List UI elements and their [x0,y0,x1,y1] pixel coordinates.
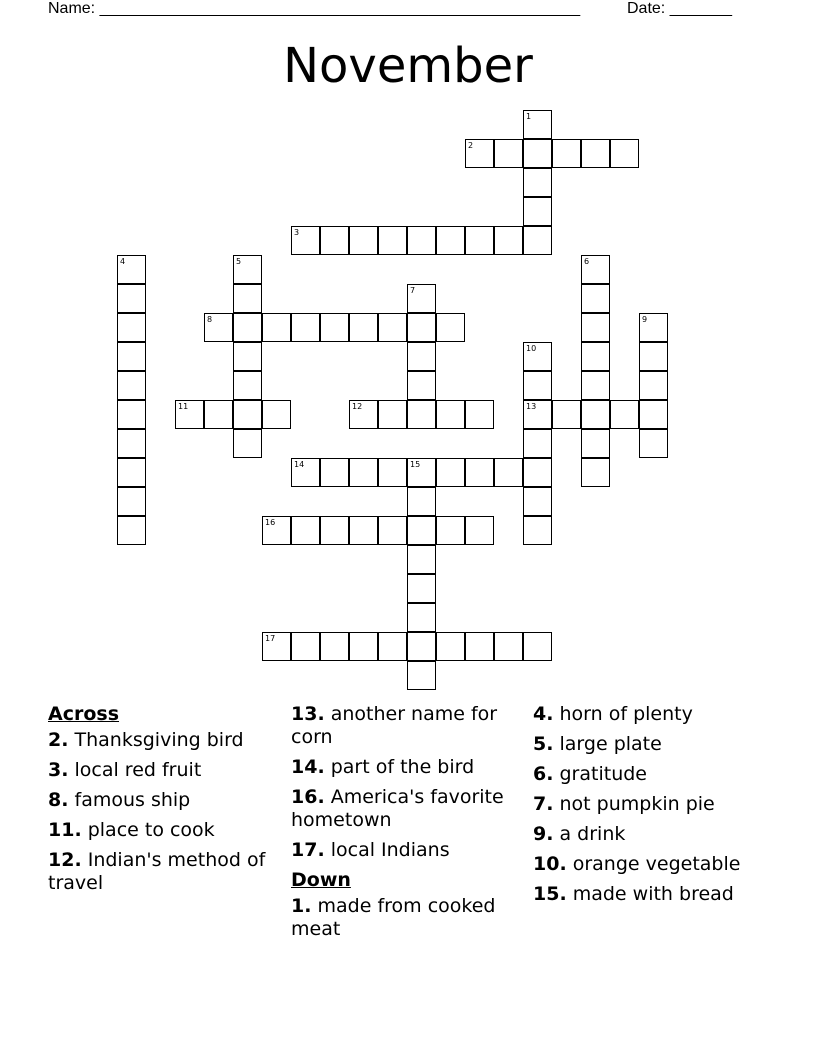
grid-cell[interactable] [378,400,407,429]
clues-column-1 [48,703,273,902]
grid-cell[interactable] [204,313,233,342]
grid-cell[interactable] [581,458,610,487]
cell-number: 3 [294,228,300,237]
across-clue-16 [291,786,516,832]
cell-number: 14 [294,460,305,469]
grid-cell[interactable] [581,139,610,168]
grid-cell[interactable] [320,313,349,342]
grid-cell[interactable] [117,284,146,313]
grid-cell[interactable] [407,226,436,255]
clue-text: large plate [559,733,662,755]
grid-cell[interactable] [262,400,291,429]
grid-cell[interactable] [436,458,465,487]
cell-number: 1 [526,112,532,121]
grid-cell[interactable] [407,313,436,342]
grid-cell[interactable] [523,342,552,371]
across-clue-14 [291,756,516,779]
grid-cell[interactable] [523,516,552,545]
cell-number: 6 [584,257,590,266]
clue-number: 8. [48,789,69,811]
grid-cell[interactable] [523,226,552,255]
date-field-label: Date: _______ [627,0,732,17]
grid-cell[interactable] [175,400,204,429]
cell-number: 9 [642,315,648,324]
grid-cell[interactable] [291,313,320,342]
grid-cell[interactable] [407,400,436,429]
clue-text: made with bread [572,883,734,905]
clue-text: local Indians [330,839,450,861]
clue-text: horn of plenty [559,703,693,725]
clue-number: 14. [291,756,325,778]
grid-cell[interactable] [494,632,523,661]
clue-number: 12. [48,849,82,871]
grid-cell[interactable] [639,429,668,458]
grid-cell[interactable] [407,603,436,632]
clue-text: America's favorite hometown [291,786,504,831]
grid-cell[interactable] [523,400,552,429]
grid-cell[interactable] [407,661,436,690]
down-clue-1 [291,895,516,941]
grid-cell[interactable] [349,632,378,661]
grid-cell[interactable] [523,168,552,197]
down-heading: Down [291,869,351,891]
clue-number: 10. [533,853,567,875]
grid-cell[interactable] [117,342,146,371]
across-clue-2 [48,729,273,752]
grid-cell[interactable] [552,400,581,429]
across-clue-17 [291,839,516,862]
down-clue-4 [533,703,758,726]
grid-cell[interactable] [291,458,320,487]
grid-cell[interactable] [233,371,262,400]
grid-cell[interactable] [262,632,291,661]
grid-cell[interactable] [233,255,262,284]
grid-cell[interactable] [117,458,146,487]
clue-number: 1. [291,895,312,917]
cell-number: 8 [207,315,213,324]
grid-cell[interactable] [523,139,552,168]
grid-cell[interactable] [581,429,610,458]
grid-cell[interactable] [523,110,552,139]
down-clue-6 [533,763,758,786]
clue-number: 6. [533,763,554,785]
grid-cell[interactable] [523,429,552,458]
grid-cell[interactable] [436,516,465,545]
down-clue-7 [533,793,758,816]
cell-number: 12 [352,402,363,411]
grid-cell[interactable] [320,226,349,255]
grid-cell[interactable] [378,516,407,545]
grid-cell[interactable] [639,400,668,429]
clue-text: a drink [559,823,626,845]
grid-cell[interactable] [204,400,233,429]
page-title: November [283,38,533,94]
grid-cell[interactable] [407,487,436,516]
clue-number: 16. [291,786,325,808]
grid-cell[interactable] [581,255,610,284]
grid-cell[interactable] [378,632,407,661]
grid-cell[interactable] [349,516,378,545]
across-clue-3 [48,759,273,782]
grid-cell[interactable] [349,400,378,429]
grid-cell[interactable] [349,226,378,255]
clues-column-2 [291,703,516,948]
cell-number: 7 [410,286,416,295]
clue-number: 3. [48,759,69,781]
grid-cell[interactable] [378,226,407,255]
grid-cell[interactable] [523,371,552,400]
grid-cell[interactable] [523,458,552,487]
grid-cell[interactable] [407,516,436,545]
grid-cell[interactable] [581,342,610,371]
clue-text: gratitude [559,763,647,785]
grid-cell[interactable] [610,139,639,168]
down-clue-15 [533,883,758,906]
grid-cell[interactable] [523,632,552,661]
grid-cell[interactable] [581,400,610,429]
clue-text: not pumpkin pie [559,793,715,815]
grid-cell[interactable] [465,516,494,545]
grid-cell[interactable] [320,632,349,661]
grid-cell[interactable] [349,458,378,487]
clue-number: 13. [291,703,325,725]
grid-cell[interactable] [291,632,320,661]
across-clue-13 [291,703,516,749]
clue-text: Thanksgiving bird [74,729,244,751]
cell-number: 4 [120,257,126,266]
grid-cell[interactable] [465,226,494,255]
grid-cell[interactable] [436,400,465,429]
grid-cell[interactable] [581,284,610,313]
grid-cell[interactable] [291,226,320,255]
grid-cell[interactable] [407,371,436,400]
clue-number: 15. [533,883,567,905]
grid-cell[interactable] [494,139,523,168]
cell-number: 10 [526,344,537,353]
clue-text: part of the bird [330,756,475,778]
grid-cell[interactable] [465,458,494,487]
clue-text: Indian's method of travel [48,849,266,894]
grid-cell[interactable] [494,458,523,487]
cell-number: 11 [178,402,189,411]
grid-cell[interactable] [436,226,465,255]
cell-number: 15 [410,460,421,469]
grid-cell[interactable] [407,284,436,313]
across-clue-11 [48,819,273,842]
grid-cell[interactable] [465,139,494,168]
grid-cell[interactable] [465,632,494,661]
clue-number: 7. [533,793,554,815]
grid-cell[interactable] [233,400,262,429]
cell-number: 13 [526,402,537,411]
grid-cell[interactable] [117,487,146,516]
clue-text: another name for corn [291,703,498,748]
grid-cell[interactable] [407,632,436,661]
grid-cell[interactable] [436,313,465,342]
grid-cell[interactable] [639,371,668,400]
grid-cell[interactable] [117,255,146,284]
clue-number: 17. [291,839,325,861]
grid-cell[interactable] [320,516,349,545]
grid-cell[interactable] [117,400,146,429]
grid-cell[interactable] [581,313,610,342]
grid-cell[interactable] [233,342,262,371]
clue-text: orange vegetable [572,853,741,875]
grid-cell[interactable] [262,516,291,545]
grid-cell[interactable] [407,342,436,371]
grid-cell[interactable] [233,313,262,342]
clue-number: 5. [533,733,554,755]
grid-cell[interactable] [233,429,262,458]
across-clue-12 [48,849,273,895]
grid-cell[interactable] [494,226,523,255]
cell-number: 16 [265,518,276,527]
grid-cell[interactable] [378,313,407,342]
down-clue-9 [533,823,758,846]
grid-cell[interactable] [407,574,436,603]
cell-number: 17 [265,634,276,643]
grid-cell[interactable] [378,458,407,487]
clue-number: 9. [533,823,554,845]
grid-cell[interactable] [639,342,668,371]
grid-cell[interactable] [117,429,146,458]
clue-number: 11. [48,819,82,841]
clues-column-3 [533,703,758,913]
grid-cell[interactable] [407,458,436,487]
grid-cell[interactable] [320,458,349,487]
grid-cell[interactable] [581,371,610,400]
grid-cell[interactable] [523,197,552,226]
clue-number: 4. [533,703,554,725]
grid-cell[interactable] [117,371,146,400]
clue-number: 2. [48,729,69,751]
grid-cell[interactable] [465,400,494,429]
grid-cell[interactable] [117,313,146,342]
down-clue-10 [533,853,758,876]
grid-cell[interactable] [552,139,581,168]
grid-cell[interactable] [291,516,320,545]
across-heading: Across [48,703,120,725]
clue-text: local red fruit [74,759,202,781]
clue-text: made from cooked meat [291,895,496,940]
grid-cell[interactable] [233,284,262,313]
grid-cell[interactable] [436,632,465,661]
across-clue-8 [48,789,273,812]
clue-text: place to cook [87,819,215,841]
cell-number: 5 [236,257,242,266]
grid-cell[interactable] [117,516,146,545]
cell-number: 2 [468,141,474,150]
grid-cell[interactable] [407,545,436,574]
grid-cell[interactable] [610,400,639,429]
clue-text: famous ship [74,789,191,811]
grid-cell[interactable] [523,487,552,516]
name-field-label: Name: ______________________________________________________ [48,0,581,17]
grid-cell[interactable] [639,313,668,342]
grid-cell[interactable] [262,313,291,342]
grid-cell[interactable] [349,313,378,342]
down-clue-5 [533,733,758,756]
